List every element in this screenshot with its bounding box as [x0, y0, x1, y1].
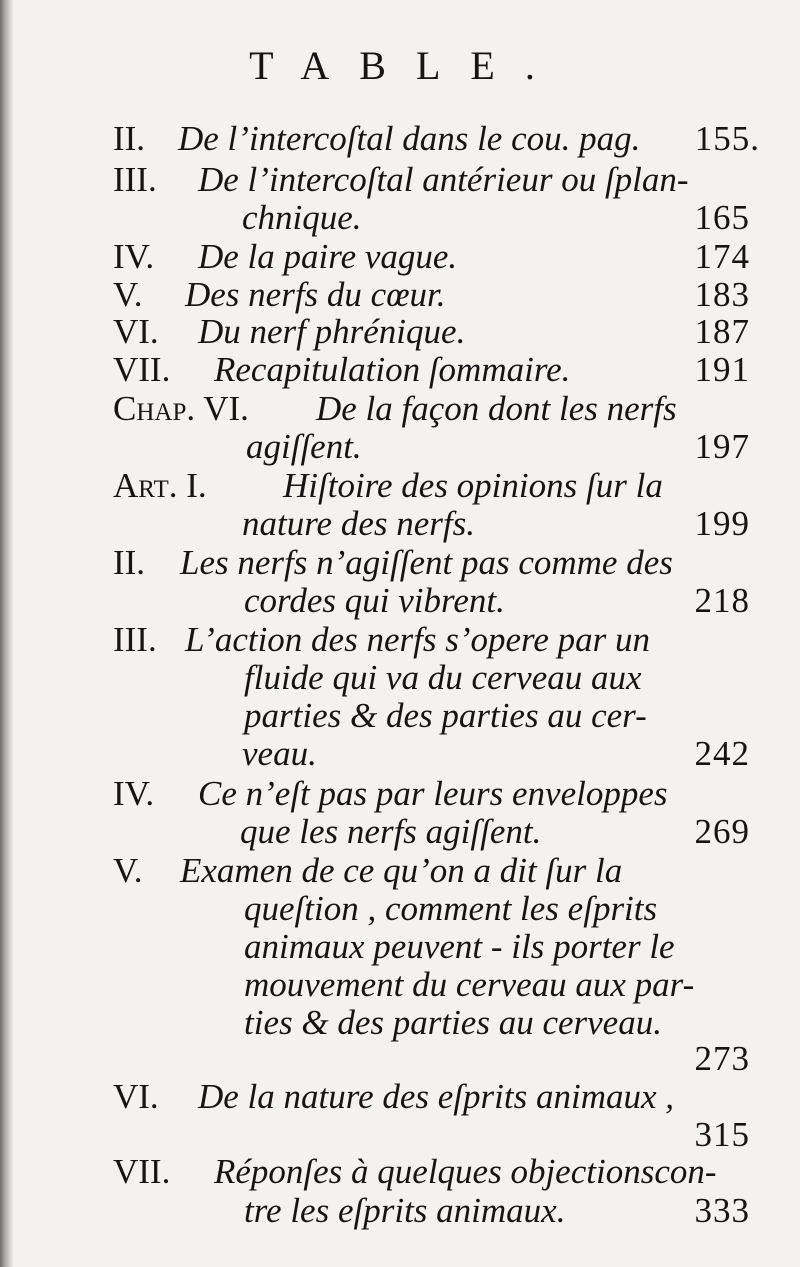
entry-page: 155.: [694, 119, 760, 158]
entry-page: 199: [694, 504, 750, 543]
toc-entry-continuation: [0, 732, 800, 776]
entry-title: De l’intercoſtal antérieur ou ſplan-: [198, 160, 689, 199]
entry-title: Les nerfs n’agiſſent pas comme des: [180, 543, 673, 582]
entry-title: Des nerfs du cœur.: [185, 275, 446, 314]
entry-title: Hiſtoire des opinions ſur la: [283, 466, 663, 505]
entry-page: 183: [694, 275, 750, 314]
entry-number: II.: [113, 119, 146, 158]
entry-title: mouvement du cerveau aux par-: [244, 965, 695, 1004]
entry-title: parties & des parties au cer-: [244, 696, 647, 735]
entry-title: que les nerfs agiſſent.: [240, 812, 542, 851]
toc-entry-continuation: [0, 810, 800, 854]
toc-entry-continuation: [0, 502, 800, 546]
entry-number: III.: [113, 620, 157, 659]
entry-page: 174: [694, 237, 750, 276]
entry-number: VI.: [113, 1077, 159, 1116]
toc-entry-continuation: [0, 579, 800, 623]
entry-title: Recapitulation ſommaire.: [214, 350, 571, 389]
entry-title: Examen de ce qu’on a dit ſur la: [180, 851, 623, 890]
entry-number: III.: [113, 160, 157, 199]
entry-title: chnique.: [242, 198, 362, 237]
entry-title: fluide qui va du cerveau aux: [244, 658, 642, 697]
entry-page: 273: [694, 1039, 750, 1078]
entry-title: Ce n’eſt pas par leurs enveloppes: [198, 774, 668, 813]
entry-page: 269: [694, 812, 750, 851]
entry-title: Réponſes à quelques objectionscon-: [214, 1152, 717, 1191]
toc-entry-continuation: [0, 1189, 800, 1233]
entry-page: 191: [694, 350, 750, 389]
page-heading: TABLE.: [249, 43, 565, 88]
chapter-number: Chap. VI.: [113, 389, 249, 428]
entry-title: L’action des nerfs s’opere par un: [185, 620, 650, 659]
entry-title: animaux peuvent - ils porter le: [244, 927, 675, 966]
entry-page: 242: [694, 734, 750, 773]
entry-number: V.: [113, 275, 143, 314]
entry-title: nature des nerfs.: [242, 504, 475, 543]
toc-entry-continuation: [0, 196, 800, 240]
entry-number: V.: [113, 851, 143, 890]
toc-entry: [0, 1150, 800, 1194]
article-number: Art. I.: [113, 466, 207, 505]
entry-number: VII.: [113, 1152, 171, 1191]
entry-title: Du nerf phrénique.: [198, 312, 466, 351]
entry-title: De la nature des eſprits animaux ,: [198, 1077, 675, 1116]
entry-number: IV.: [113, 774, 155, 813]
entry-title: De la paire vague.: [198, 237, 458, 276]
entry-title: De la façon dont les nerfs: [316, 389, 677, 428]
entry-page: 315: [694, 1115, 750, 1154]
entry-title: agiſſent.: [246, 427, 362, 466]
entry-page: 187: [694, 312, 750, 351]
entry-page: 218: [694, 581, 750, 620]
entry-title: cordes qui vibrent.: [244, 581, 505, 620]
entry-page: 165: [694, 198, 750, 237]
entry-title: veau.: [242, 734, 317, 773]
entry-title: ties & des parties au cerveau.: [244, 1003, 662, 1042]
entry-number: VI.: [113, 312, 159, 351]
entry-number: VII.: [113, 350, 171, 389]
toc-entry: [0, 117, 800, 161]
entry-page: 197: [694, 427, 750, 466]
entry-number: II.: [113, 543, 146, 582]
entry-title: queſtion , comment les eſprits: [244, 889, 658, 928]
toc-entry: [0, 348, 800, 392]
toc-entry-continuation: [0, 425, 800, 469]
entry-number: IV.: [113, 237, 155, 276]
entry-title: tre les eſprits animaux.: [244, 1191, 566, 1230]
entry-title: De l’intercoſtal dans le cou. pag.: [178, 119, 641, 158]
entry-page: 333: [694, 1191, 750, 1230]
